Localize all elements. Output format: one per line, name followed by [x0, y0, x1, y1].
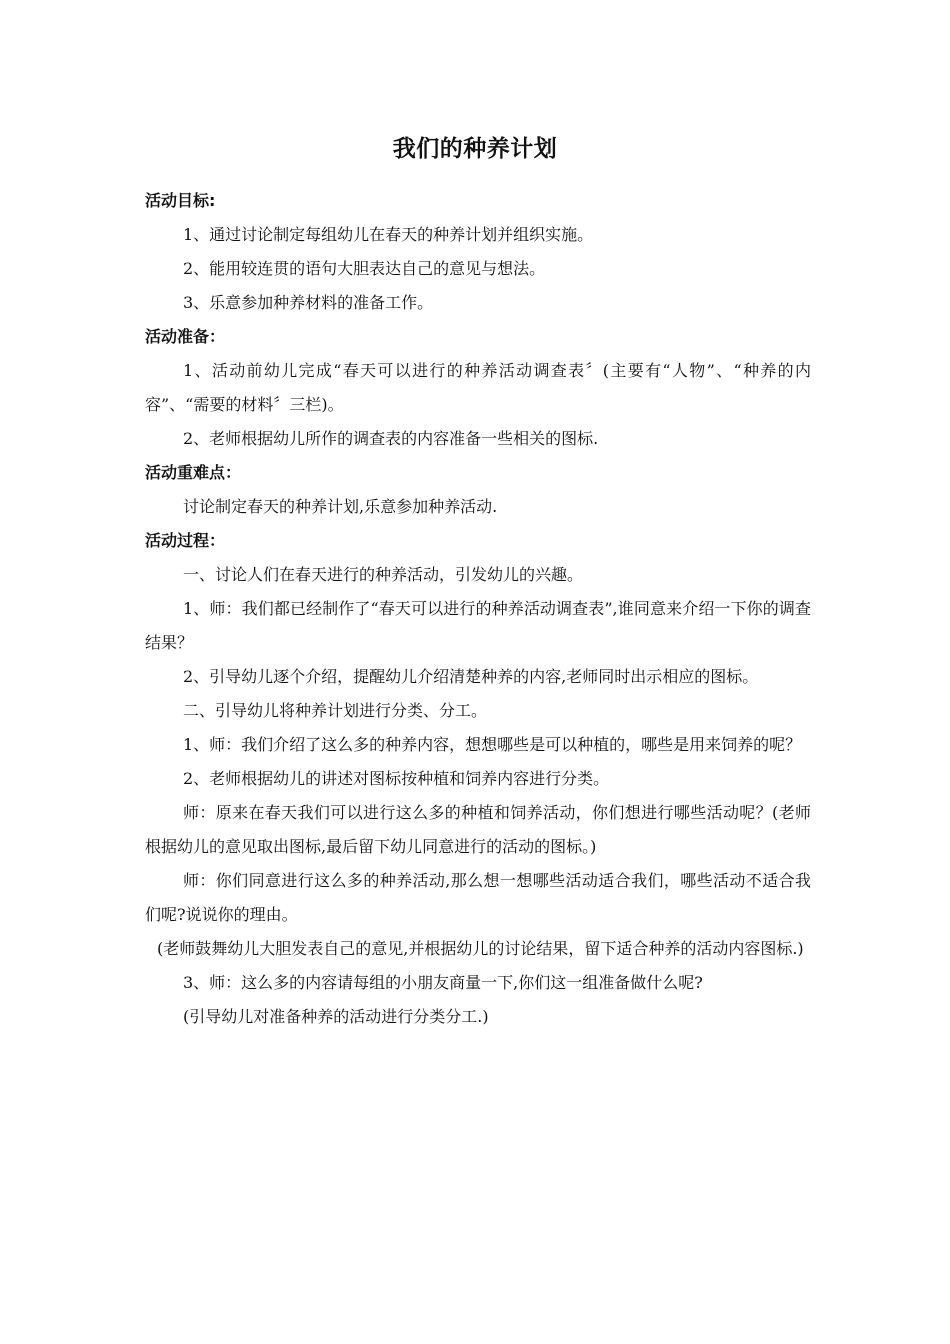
key-point-item: 讨论制定春天的种养计划,乐意参加种养活动.	[183, 497, 498, 516]
process-item: 3、师：这么多的内容请每组的小朋友商量一下,你们这一组准备做什么呢?	[183, 973, 703, 992]
goal-item: 1、通过讨论制定每组幼儿在春天的种养计划并组织实施。	[183, 225, 594, 244]
process-item: 二、引导幼儿将种养计划进行分类、分工。	[183, 701, 488, 720]
process-item: 一、讨论人们在春天进行的种养活动，引发幼儿的兴趣。	[183, 565, 584, 584]
section-heading-key-points: 活动重难点：	[145, 463, 242, 482]
section-heading-process: 活动过程：	[145, 531, 226, 550]
process-item: (老师鼓舞幼儿大胆发表自己的意见,并根据幼儿的讨论结果，留下适合种养的活动内容图标.)	[157, 939, 804, 958]
process-item: 师：你们同意进行这么多的种养活动,那么想一想哪些活动适合我们，哪些活动不适合我们呢?说说你的理由。	[145, 871, 811, 924]
document-title: 我们的种养计划	[392, 135, 558, 162]
process-item: 2、老师根据幼儿的讲述对图标按种植和饲养内容进行分类。	[183, 769, 610, 788]
process-item: 1、师：我们都已经制作了“春天可以进行的种养活动调查表”,谁同意来介绍一下你的调查结果？	[145, 599, 811, 652]
process-item: 1、师：我们介绍了这么多的种养内容，想想哪些是可以种植的，哪些是用来饲养的呢？	[183, 735, 802, 754]
preparation-item: 2、老师根据幼儿所作的调查表的内容准备一些相关的图标.	[183, 429, 599, 448]
section-heading-preparation: 活动准备：	[145, 327, 226, 346]
document-body	[145, 184, 811, 1034]
process-item: (引导幼儿对准备种养的活动进行分类分工.)	[183, 1007, 489, 1026]
process-item: 师：原来在春天我们可以进行这么多的种植和饲养活动，你们想进行哪些活动呢？(老师根据幼儿的意见取出图标,最后留下幼儿同意进行的活动的图标。)	[145, 803, 811, 856]
section-heading-goals: 活动目标:	[145, 191, 216, 210]
preparation-item: 1、活动前幼儿完成“春天可以进行的种养活动调查表〞(主要有“人物”、“种养的内容”、“需要的材料〞三栏)。	[145, 361, 811, 414]
goal-item: 3、乐意参加种养材料的准备工作。	[183, 293, 434, 312]
process-item: 2、引导幼儿逐个介绍，提醒幼儿介绍清楚种养的内容,老师同时出示相应的图标。	[183, 667, 759, 686]
goal-item: 2、能用较连贯的语句大胆表达自己的意见与想法。	[183, 259, 546, 278]
